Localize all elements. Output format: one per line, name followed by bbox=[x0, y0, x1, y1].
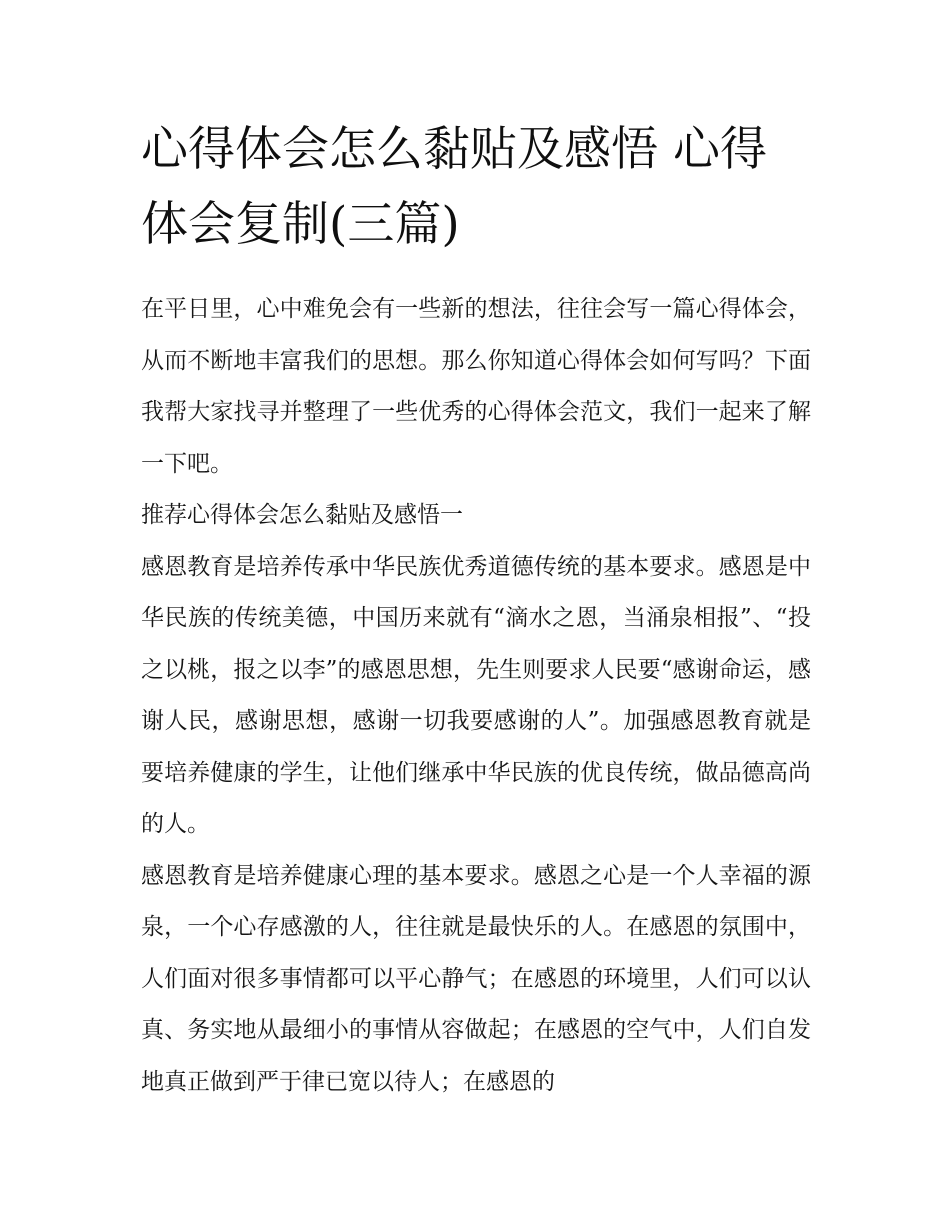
body-paragraph-2: 感恩教育是培养健康心理的基本要求。感恩之心是一个人幸福的源泉，一个心存感激的人，往往就是最快乐的人。在感恩的氛围中，人们面对很多事情都可以平心静气；在感恩的环境里，人们可以认真、务实地从最细小的事情从容做起；在感恩的空气中，人们自发地真正做到严于律已宽以待人；在感恩的 bbox=[141, 862, 811, 1095]
section-heading: 推荐心得体会怎么黏贴及感悟一 bbox=[141, 502, 463, 528]
document-body bbox=[141, 284, 811, 1108]
body-paragraph-1: 感恩教育是培养传承中华民族优秀道德传统的基本要求。感恩是中华民族的传统美德，中国历来就有“滴水之恩，当涌泉相报”、“投之以桃，报之以李”的感恩思想，先生则要求人民要“感谢命运，感谢人民，感谢思想，感谢一切我要感谢的人”。加强感恩教育就是要培养健康的学生，让他们继承中华民族的优良传统，做品德高尚的人。 bbox=[141, 553, 811, 837]
intro-paragraph: 在平日里，心中难免会有一些新的想法，往往会写一篇心得体会，从而不断地丰富我们的思想。那么你知道心得体会如何写吗？下面我帮大家找寻并整理了一些优秀的心得体会范文，我们一起来了解一下吧。 bbox=[141, 296, 811, 477]
document-content bbox=[141, 112, 811, 1108]
document-title: 心得体会怎么黏贴及感悟 心得体会复制(三篇) bbox=[141, 122, 767, 252]
